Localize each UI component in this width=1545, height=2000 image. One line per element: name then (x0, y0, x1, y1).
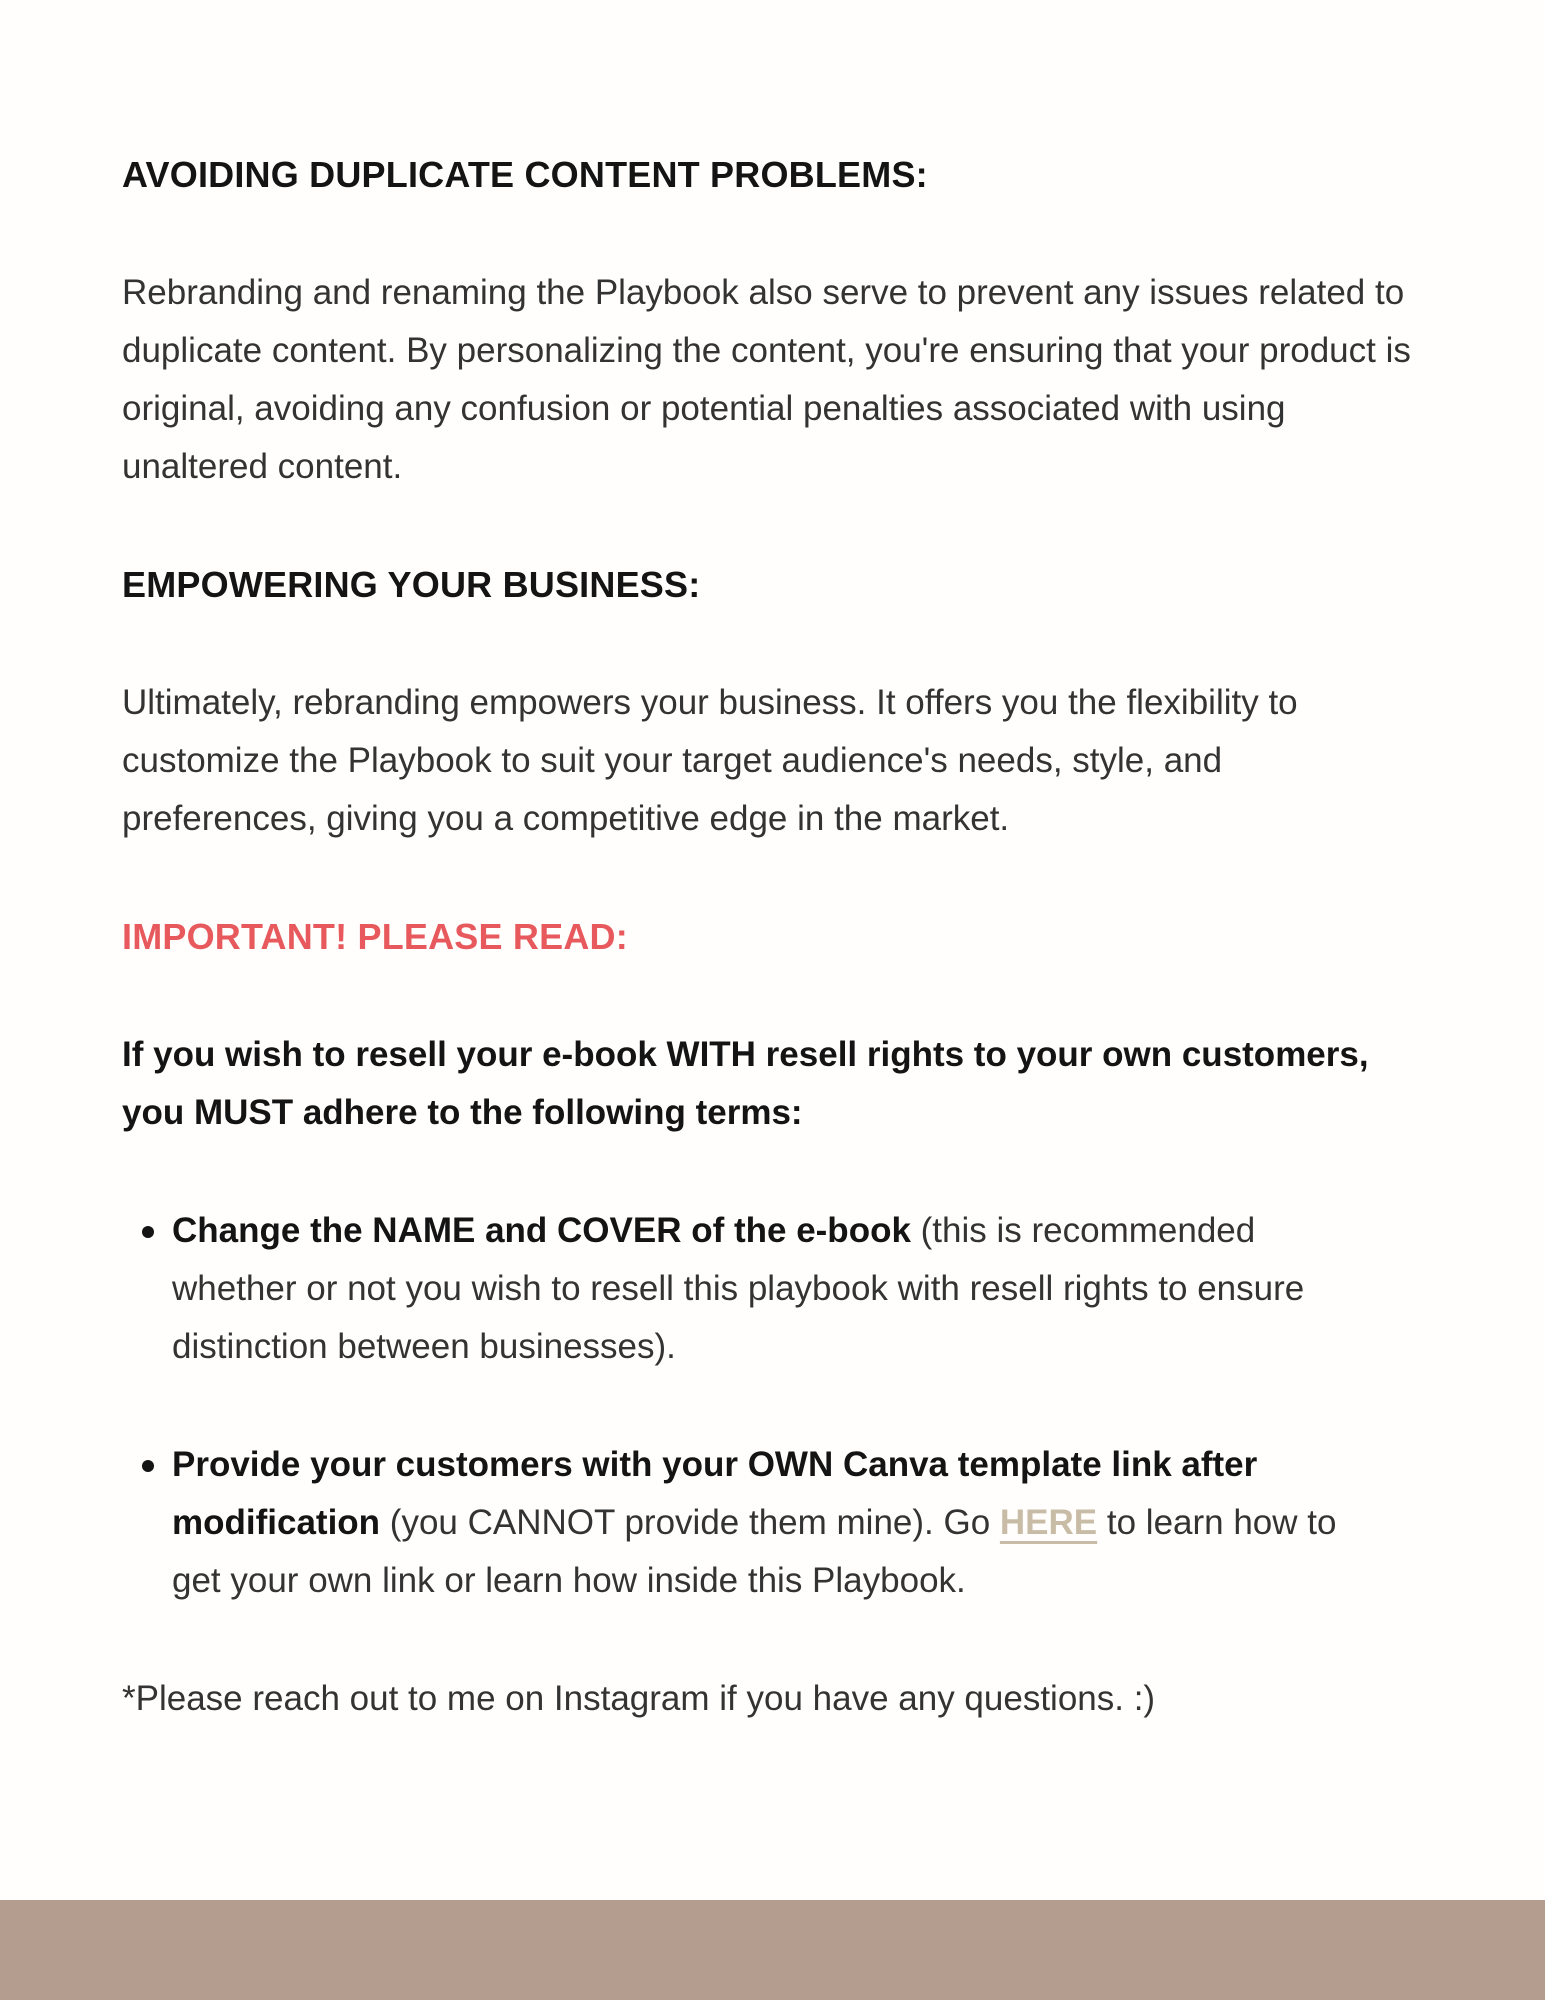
bullet-2-regular-text: (you CANNOT provide them mine). Go (380, 1503, 1000, 1542)
footnote-instagram: *Please reach out to me on Instagram if you have any questions. :) (122, 1679, 1156, 1718)
here-link[interactable]: HERE (999, 1503, 1098, 1542)
bullet-dot-icon (142, 1460, 154, 1472)
page-content (122, 0, 1423, 1728)
heading-empowering-your-business: EMPOWERING YOUR BUSINESS: (122, 564, 701, 605)
bullet-dot-icon (142, 1226, 154, 1238)
bullet-1-regular-text: (this is recommended whether or not you wish to resell this playbook with resell rights to ensure distinction between businesses). (172, 1211, 1305, 1366)
heading-avoiding-duplicate-content: AVOIDING DUPLICATE CONTENT PROBLEMS: (122, 154, 928, 195)
list-item-change-name-cover (122, 1202, 1342, 1376)
footer-bar (0, 1900, 1545, 2000)
bullet-2-bold-text: Provide your customers with your OWN Canva template link after modification (172, 1445, 1258, 1542)
terms-list (122, 1202, 1423, 1610)
bullet-1-bold-text: Change the NAME and COVER of the e-book (172, 1211, 911, 1250)
paragraph-duplicate-content: Rebranding and renaming the Playbook also serve to prevent any issues related to duplicate content. By personalizing the content, you're ensuring that your product is original, avoiding any confusion or potential penalties associated with using unaltered content. (122, 273, 1411, 486)
heading-important-please-read: IMPORTANT! PLEASE READ: (122, 916, 628, 957)
paragraph-empowering: Ultimately, rebranding empowers your business. It offers you the flexibility to customize the Playbook to suit your target audience's needs, style, and preferences, giving you a competitive edge in the market. (122, 683, 1298, 838)
paragraph-resell-terms-intro: If you wish to resell your e-book WITH resell rights to your own customers, you MUST adhere to the following terms: (122, 1035, 1369, 1132)
bullet-2-regular-text-after-link: to learn how to get your own link or learn how inside this Playbook. (172, 1503, 1337, 1600)
list-item-own-canva-link (122, 1436, 1342, 1610)
